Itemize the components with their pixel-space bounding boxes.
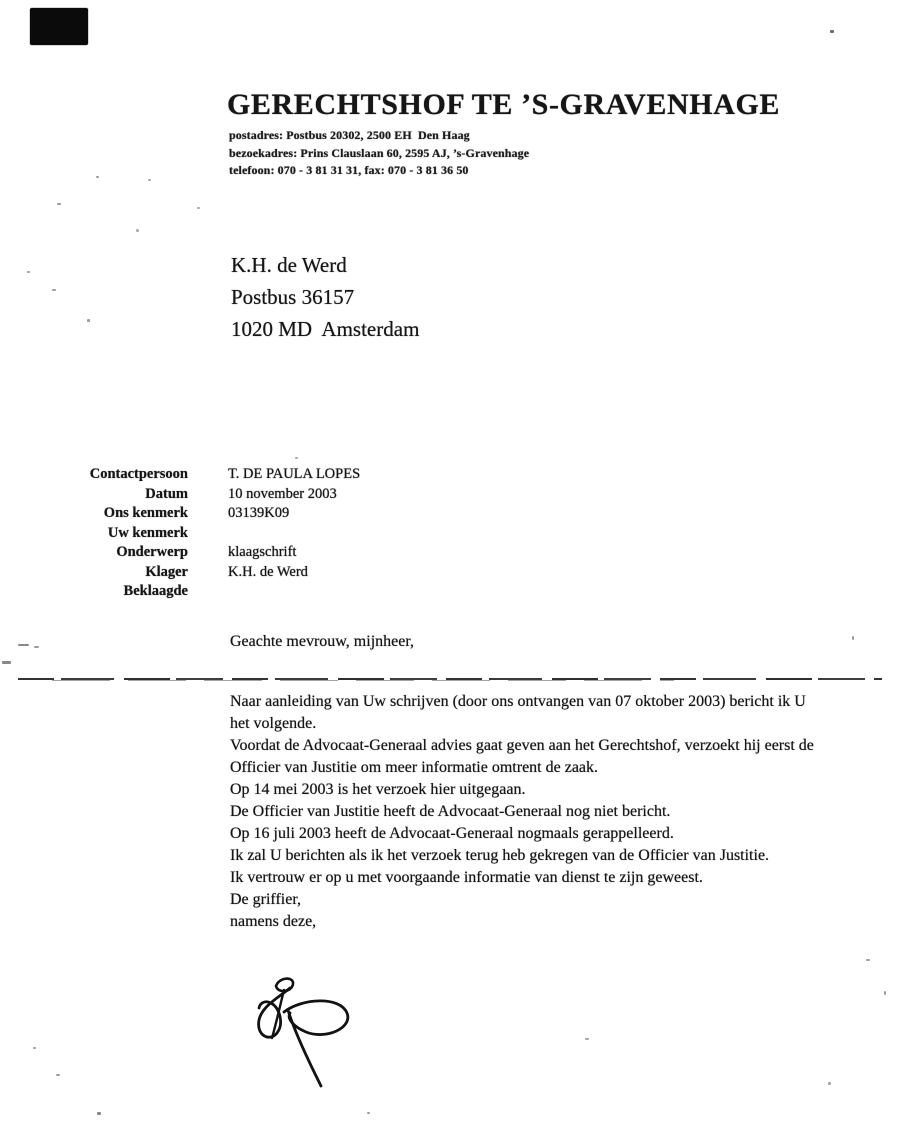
meta-label-ons-kenmerk: Ons kenmerk: [103, 505, 188, 521]
letterhead-address-block: [229, 127, 529, 180]
letter-body: [230, 691, 900, 933]
recipient-pobox: Postbus 36157: [231, 285, 355, 309]
letterhead-visiting-address: bezoekadres: Prins Clauslaan 60, 2595 AJ, ’s-Gravenhage: [229, 145, 530, 160]
meta-label-onderwerp: Onderwerp: [116, 544, 188, 560]
meta-label-column: [40, 465, 188, 602]
meta-value-ons-kenmerk: 03139K09: [228, 505, 290, 521]
recipient-name: K.H. de Werd: [231, 253, 347, 277]
letterhead-title: GERECHTSHOF TE ’S-GRAVENHAGE: [227, 88, 781, 121]
recipient-address-block: [231, 249, 419, 345]
meta-value-datum: 10 november 2003: [228, 485, 337, 502]
meta-value-uw-kenmerk: [228, 524, 548, 544]
meta-value-onderwerp: klaagschrift: [228, 544, 297, 560]
paragraph-officier: [230, 801, 900, 823]
meta-label-uw-kenmerk: Uw kenmerk: [107, 524, 188, 541]
paragraph-voordat: [230, 735, 900, 779]
scan-artifact-block: [30, 8, 88, 45]
letterhead-phone-fax: telefoon: 070 - 3 81 31 31, fax: 070 - 3 81 36 50: [229, 163, 469, 177]
signature-scribble: [232, 972, 372, 1097]
letterhead-postal-address: postadres: Postbus 20302, 2500 EH Den Haag: [229, 128, 470, 142]
paragraph-vertrouw: [230, 867, 900, 889]
closing-de-griffier: De griffier,: [230, 891, 302, 908]
paragraph-line: De Officier van Justitie heeft de Advocaat-Generaal nog niet bericht.: [230, 803, 671, 820]
paragraph-line: het volgende.: [230, 715, 317, 732]
meta-label-datum: Datum: [145, 485, 188, 502]
paragraph-line: Naar aanleiding van Uw schrijven (door ons ontvangen van 07 oktober 2003) bericht ik U: [230, 693, 806, 710]
recipient-city: 1020 MD Amsterdam: [231, 317, 420, 341]
paragraph-line: Op 16 juli 2003 heeft de Advocaat-Generaal nogmaals gerappelleerd.: [230, 825, 674, 842]
paragraph-14-mei: [230, 779, 900, 801]
paragraph-line: Officier van Justitie om meer informatie omtrent de zaak.: [230, 759, 599, 776]
paragraph-16-juli: [230, 823, 900, 845]
meta-value-contactpersoon: T. DE PAULA LOPES: [228, 466, 361, 482]
paragraph-line: Op 14 mei 2003 is het verzoek hier uitgegaan.: [230, 781, 526, 798]
meta-value-beklaagde: [228, 582, 548, 602]
paragraph-line: Ik vertrouw er op u met voorgaande informatie van dienst te zijn geweest.: [230, 869, 703, 886]
meta-label-beklaagde: Beklaagde: [123, 583, 188, 599]
scan-crease-line: [18, 678, 882, 682]
paragraph-berichten: [230, 845, 900, 867]
meta-label-contactpersoon: Contactpersoon: [89, 466, 188, 482]
paragraph-line: Voordat de Advocaat-Generaal advies gaat geven aan het Gerechtshof, verzoekt hij eerst de: [230, 737, 814, 754]
meta-value-klager: K.H. de Werd: [228, 563, 308, 580]
meta-value-column: [228, 465, 548, 602]
closing-namens-deze: namens deze,: [230, 913, 317, 930]
scan-crease-dashes-lower: [52, 680, 674, 681]
closing-block: [230, 889, 900, 933]
salutation: Geachte mevrouw, mijnheer,: [230, 633, 415, 650]
paragraph-aanleiding: [230, 691, 900, 735]
meta-label-klager: Klager: [145, 563, 188, 580]
paragraph-line: Ik zal U berichten als ik het verzoek terug heb gekregen van de Officier van Justitie.: [230, 847, 770, 864]
